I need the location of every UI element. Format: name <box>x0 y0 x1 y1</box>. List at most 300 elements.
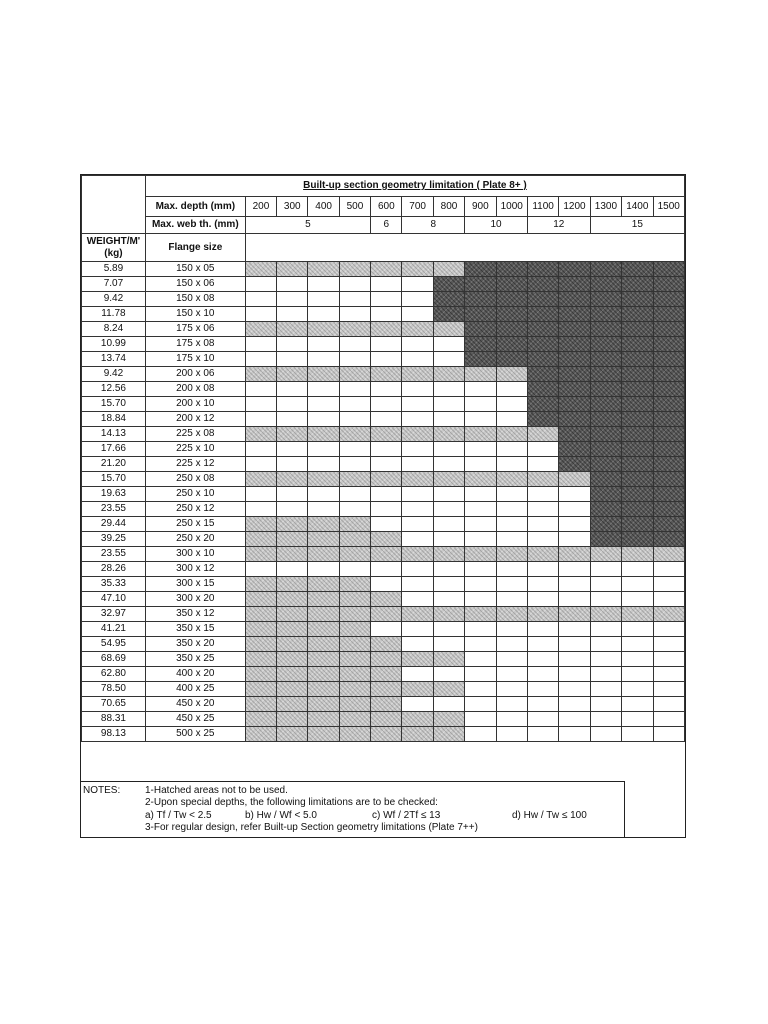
allowed-cell <box>653 652 684 667</box>
allowed-cell <box>559 712 590 727</box>
hatched-cell-dark <box>465 322 496 337</box>
depth-col-header: 400 <box>308 197 339 217</box>
allowed-cell <box>590 592 621 607</box>
allowed-cell <box>433 517 464 532</box>
hatched-cell <box>371 322 402 337</box>
hatched-cell <box>402 322 433 337</box>
hatched-cell <box>496 427 527 442</box>
weight-cell: 21.20 <box>82 457 146 472</box>
hatched-cell-dark <box>653 262 684 277</box>
allowed-cell <box>308 457 339 472</box>
title-row <box>82 176 685 197</box>
allowed-cell <box>590 637 621 652</box>
allowed-cell <box>465 382 496 397</box>
allowed-cell <box>527 637 558 652</box>
hatched-cell-dark <box>496 352 527 367</box>
table-row <box>82 727 685 742</box>
allowed-cell <box>465 517 496 532</box>
weight-cell: 9.42 <box>82 292 146 307</box>
allowed-cell <box>371 517 402 532</box>
allowed-cell <box>465 652 496 667</box>
allowed-cell <box>308 382 339 397</box>
allowed-cell <box>371 397 402 412</box>
allowed-cell <box>622 727 653 742</box>
hatched-cell-dark <box>590 472 621 487</box>
hatched-cell <box>245 667 276 682</box>
hatched-cell <box>371 472 402 487</box>
allowed-cell <box>339 397 370 412</box>
allowed-cell <box>339 442 370 457</box>
table-row <box>82 472 685 487</box>
hatched-cell <box>339 262 370 277</box>
allowed-cell <box>527 502 558 517</box>
flange-size-cell: 200 x 08 <box>145 382 245 397</box>
hatched-cell <box>277 427 308 442</box>
hatched-cell <box>496 607 527 622</box>
corner-cell <box>82 176 146 234</box>
allowed-cell <box>465 487 496 502</box>
weight-header: WEIGHT/M' (kg) <box>82 234 146 262</box>
flange-size-cell: 400 x 20 <box>145 667 245 682</box>
weight-cell: 54.95 <box>82 637 146 652</box>
web-thickness-group: 8 <box>402 217 465 234</box>
allowed-cell <box>590 697 621 712</box>
hatched-cell-dark <box>653 322 684 337</box>
hatched-cell <box>371 262 402 277</box>
hatched-cell <box>308 727 339 742</box>
allowed-cell <box>245 457 276 472</box>
hatched-cell <box>277 577 308 592</box>
hatched-cell <box>308 517 339 532</box>
table-row <box>82 682 685 697</box>
hatched-cell-dark <box>590 367 621 382</box>
hatched-cell <box>402 262 433 277</box>
geometry-table <box>81 175 685 742</box>
hatched-cell-dark <box>527 277 558 292</box>
hatched-cell <box>433 547 464 562</box>
hatched-cell-dark <box>590 352 621 367</box>
hatched-cell <box>371 532 402 547</box>
allowed-cell <box>433 622 464 637</box>
hatched-cell <box>339 592 370 607</box>
allowed-cell <box>245 562 276 577</box>
hatched-cell <box>465 607 496 622</box>
hatched-cell <box>277 547 308 562</box>
flange-size-cell: 450 x 25 <box>145 712 245 727</box>
hatched-cell <box>245 532 276 547</box>
hatched-cell <box>308 607 339 622</box>
allowed-cell <box>653 562 684 577</box>
allowed-cell <box>465 712 496 727</box>
allowed-cell <box>465 442 496 457</box>
allowed-cell <box>277 337 308 352</box>
flange-size-cell: 300 x 12 <box>145 562 245 577</box>
allowed-cell <box>402 337 433 352</box>
allowed-cell <box>496 457 527 472</box>
hatched-cell <box>339 532 370 547</box>
hatched-cell <box>245 652 276 667</box>
flange-size-cell: 350 x 12 <box>145 607 245 622</box>
hatched-cell <box>371 547 402 562</box>
allowed-cell <box>371 307 402 322</box>
allowed-cell <box>527 532 558 547</box>
hatched-cell-dark <box>653 442 684 457</box>
ratio-c: c) Wf / 2Tf ≤ 13 <box>372 810 441 821</box>
hatched-cell-dark <box>527 337 558 352</box>
notes-box <box>81 781 625 837</box>
allowed-cell <box>590 652 621 667</box>
flange-size-cell: 300 x 10 <box>145 547 245 562</box>
hatched-cell <box>527 547 558 562</box>
hatched-cell <box>277 667 308 682</box>
hatched-cell-dark <box>622 307 653 322</box>
flange-size-cell: 500 x 25 <box>145 727 245 742</box>
allowed-cell <box>339 352 370 367</box>
hatched-cell-dark <box>653 472 684 487</box>
hatched-cell <box>371 637 402 652</box>
weight-cell: 62.80 <box>82 667 146 682</box>
table-row <box>82 292 685 307</box>
allowed-cell <box>433 412 464 427</box>
allowed-cell <box>433 352 464 367</box>
hatched-cell-dark <box>622 412 653 427</box>
hatched-cell <box>245 697 276 712</box>
hatched-cell-dark <box>590 322 621 337</box>
hatched-cell <box>245 727 276 742</box>
hatched-cell <box>277 367 308 382</box>
allowed-cell <box>559 682 590 697</box>
hatched-cell-dark <box>559 277 590 292</box>
allowed-cell <box>402 307 433 322</box>
allowed-cell <box>527 667 558 682</box>
hatched-cell-dark <box>653 277 684 292</box>
weight-cell: 88.31 <box>82 712 146 727</box>
ratio-a: a) Tf / Tw < 2.5 <box>145 810 212 821</box>
hatched-cell <box>308 262 339 277</box>
hatched-cell-dark <box>653 337 684 352</box>
depth-col-header: 700 <box>402 197 433 217</box>
allowed-cell <box>496 502 527 517</box>
hatched-cell-dark <box>433 292 464 307</box>
allowed-cell <box>277 457 308 472</box>
allowed-cell <box>308 502 339 517</box>
note-1: 1-Hatched areas not to be used. <box>145 785 288 796</box>
flange-size-cell: 300 x 15 <box>145 577 245 592</box>
hatched-cell-dark <box>465 277 496 292</box>
allowed-cell <box>339 487 370 502</box>
hatched-cell <box>339 727 370 742</box>
allowed-cell <box>590 667 621 682</box>
allowed-cell <box>433 397 464 412</box>
table-row <box>82 592 685 607</box>
hatched-cell <box>308 367 339 382</box>
flange-size-cell: 150 x 10 <box>145 307 245 322</box>
hatched-cell-dark <box>433 307 464 322</box>
allowed-cell <box>277 562 308 577</box>
table-row <box>82 607 685 622</box>
allowed-cell <box>402 277 433 292</box>
hatched-cell <box>339 322 370 337</box>
allowed-cell <box>433 487 464 502</box>
column-header-row <box>82 234 685 262</box>
hatched-cell <box>245 262 276 277</box>
geometry-limitation-sheet <box>80 174 686 838</box>
allowed-cell <box>622 682 653 697</box>
hatched-cell-dark <box>622 352 653 367</box>
allowed-cell <box>465 457 496 472</box>
hatched-cell <box>308 697 339 712</box>
allowed-cell <box>496 592 527 607</box>
allowed-cell <box>653 577 684 592</box>
hatched-cell-dark <box>653 487 684 502</box>
table-row <box>82 367 685 382</box>
hatched-cell <box>433 262 464 277</box>
allowed-cell <box>371 577 402 592</box>
hatched-cell <box>339 517 370 532</box>
allowed-cell <box>245 412 276 427</box>
hatched-cell-dark <box>527 352 558 367</box>
table-row <box>82 262 685 277</box>
allowed-cell <box>371 442 402 457</box>
flange-size-cell: 300 x 20 <box>145 592 245 607</box>
allowed-cell <box>465 592 496 607</box>
flange-size-cell: 225 x 08 <box>145 427 245 442</box>
hatched-cell-dark <box>465 262 496 277</box>
hatched-cell-dark <box>527 367 558 382</box>
hatched-cell <box>308 472 339 487</box>
allowed-cell <box>622 592 653 607</box>
allowed-cell <box>402 637 433 652</box>
flange-size-cell: 450 x 20 <box>145 697 245 712</box>
hatched-cell-dark <box>559 292 590 307</box>
weight-cell: 17.66 <box>82 442 146 457</box>
hatched-cell <box>433 472 464 487</box>
allowed-cell <box>245 352 276 367</box>
allowed-cell <box>496 487 527 502</box>
hatched-cell <box>308 622 339 637</box>
hatched-cell <box>371 667 402 682</box>
hatched-cell-dark <box>590 262 621 277</box>
hatched-cell <box>339 367 370 382</box>
hatched-cell-dark <box>559 307 590 322</box>
flange-size-cell: 175 x 08 <box>145 337 245 352</box>
hatched-cell <box>277 472 308 487</box>
allowed-cell <box>527 487 558 502</box>
allowed-cell <box>277 502 308 517</box>
flange-size-cell: 250 x 12 <box>145 502 245 517</box>
hatched-cell <box>371 652 402 667</box>
hatched-cell <box>277 607 308 622</box>
allowed-cell <box>245 307 276 322</box>
hatched-cell <box>277 517 308 532</box>
allowed-cell <box>402 292 433 307</box>
allowed-cell <box>308 307 339 322</box>
hatched-cell-dark <box>653 502 684 517</box>
allowed-cell <box>433 382 464 397</box>
hatched-cell-dark <box>590 517 621 532</box>
table-row <box>82 652 685 667</box>
hatched-cell-dark <box>465 352 496 367</box>
hatched-cell-dark <box>559 397 590 412</box>
table-row <box>82 517 685 532</box>
hatched-cell-dark <box>590 457 621 472</box>
allowed-cell <box>339 277 370 292</box>
hatched-cell-dark <box>496 277 527 292</box>
hatched-cell-dark <box>590 292 621 307</box>
hatched-cell-dark <box>653 532 684 547</box>
hatched-cell <box>245 517 276 532</box>
allowed-cell <box>496 577 527 592</box>
table-row <box>82 277 685 292</box>
flange-size-cell: 150 x 06 <box>145 277 245 292</box>
hatched-cell-dark <box>590 277 621 292</box>
allowed-cell <box>465 502 496 517</box>
weight-cell: 12.56 <box>82 382 146 397</box>
max-depth-row <box>82 197 685 217</box>
weight-cell: 13.74 <box>82 352 146 367</box>
allowed-cell <box>339 457 370 472</box>
hatched-cell-dark <box>559 442 590 457</box>
hatched-cell <box>402 472 433 487</box>
hatched-cell <box>465 367 496 382</box>
depth-col-header: 1100 <box>527 197 558 217</box>
hatched-cell <box>559 472 590 487</box>
allowed-cell <box>622 577 653 592</box>
weight-cell: 47.10 <box>82 592 146 607</box>
hatched-cell-dark <box>622 262 653 277</box>
table-row <box>82 622 685 637</box>
weight-cell: 32.97 <box>82 607 146 622</box>
weight-cell: 7.07 <box>82 277 146 292</box>
hatched-cell <box>527 427 558 442</box>
hatched-cell <box>277 697 308 712</box>
hatched-cell-dark <box>622 532 653 547</box>
allowed-cell <box>402 457 433 472</box>
table-row <box>82 307 685 322</box>
hatched-cell-dark <box>527 307 558 322</box>
hatched-cell <box>339 577 370 592</box>
allowed-cell <box>339 337 370 352</box>
hatched-cell-dark <box>527 412 558 427</box>
allowed-cell <box>402 667 433 682</box>
allowed-cell <box>465 577 496 592</box>
allowed-cell <box>339 562 370 577</box>
hatched-cell-dark <box>496 337 527 352</box>
allowed-cell <box>433 457 464 472</box>
hatched-cell <box>245 577 276 592</box>
allowed-cell <box>308 442 339 457</box>
depth-col-header: 1300 <box>590 197 621 217</box>
hatched-cell-dark <box>496 262 527 277</box>
hatched-cell-dark <box>590 382 621 397</box>
hatched-cell-dark <box>622 397 653 412</box>
allowed-cell <box>339 412 370 427</box>
allowed-cell <box>622 712 653 727</box>
weight-cell: 15.70 <box>82 397 146 412</box>
allowed-cell <box>402 622 433 637</box>
hatched-cell <box>527 607 558 622</box>
hatched-cell <box>371 727 402 742</box>
hatched-cell <box>277 592 308 607</box>
table-row <box>82 337 685 352</box>
hatched-cell-dark <box>559 382 590 397</box>
allowed-cell <box>496 382 527 397</box>
allowed-cell <box>245 397 276 412</box>
allowed-cell <box>653 727 684 742</box>
allowed-cell <box>277 352 308 367</box>
hatched-cell <box>245 547 276 562</box>
allowed-cell <box>402 397 433 412</box>
hatched-cell <box>465 547 496 562</box>
allowed-cell <box>496 682 527 697</box>
allowed-cell <box>433 577 464 592</box>
allowed-cell <box>371 622 402 637</box>
hatched-cell <box>245 472 276 487</box>
table-row <box>82 442 685 457</box>
allowed-cell <box>527 697 558 712</box>
hatched-cell <box>245 712 276 727</box>
flange-size-cell: 250 x 15 <box>145 517 245 532</box>
flange-size-cell: 150 x 08 <box>145 292 245 307</box>
allowed-cell <box>590 712 621 727</box>
hatched-cell-dark <box>622 277 653 292</box>
allowed-cell <box>465 667 496 682</box>
weight-cell: 29.44 <box>82 517 146 532</box>
hatched-cell-dark <box>496 307 527 322</box>
hatched-cell <box>402 607 433 622</box>
allowed-cell <box>496 712 527 727</box>
allowed-cell <box>245 502 276 517</box>
table-row <box>82 667 685 682</box>
allowed-cell <box>622 562 653 577</box>
allowed-cell <box>590 577 621 592</box>
allowed-cell <box>527 727 558 742</box>
allowed-cell <box>559 727 590 742</box>
depth-col-header: 500 <box>339 197 370 217</box>
allowed-cell <box>622 667 653 682</box>
depth-col-header: 200 <box>245 197 276 217</box>
hatched-cell-dark <box>622 322 653 337</box>
allowed-cell <box>465 697 496 712</box>
allowed-cell <box>465 727 496 742</box>
hatched-cell <box>245 592 276 607</box>
allowed-cell <box>277 487 308 502</box>
hatched-cell <box>245 682 276 697</box>
hatched-cell <box>277 652 308 667</box>
weight-cell: 10.99 <box>82 337 146 352</box>
allowed-cell <box>308 487 339 502</box>
table-row <box>82 577 685 592</box>
hatched-cell-dark <box>559 337 590 352</box>
weight-cell: 23.55 <box>82 547 146 562</box>
weight-cell: 39.25 <box>82 532 146 547</box>
table-row <box>82 457 685 472</box>
hatched-cell-dark <box>590 307 621 322</box>
hatched-cell <box>433 322 464 337</box>
allowed-cell <box>371 487 402 502</box>
allowed-cell <box>653 667 684 682</box>
allowed-cell <box>496 622 527 637</box>
hatched-cell <box>339 652 370 667</box>
table-row <box>82 712 685 727</box>
allowed-cell <box>308 277 339 292</box>
ratio-b: b) Hw / Wf < 5.0 <box>245 810 317 821</box>
allowed-cell <box>402 382 433 397</box>
flange-size-cell: 350 x 20 <box>145 637 245 652</box>
flange-size-cell: 200 x 12 <box>145 412 245 427</box>
hatched-cell-dark <box>590 337 621 352</box>
hatched-cell-dark <box>590 427 621 442</box>
